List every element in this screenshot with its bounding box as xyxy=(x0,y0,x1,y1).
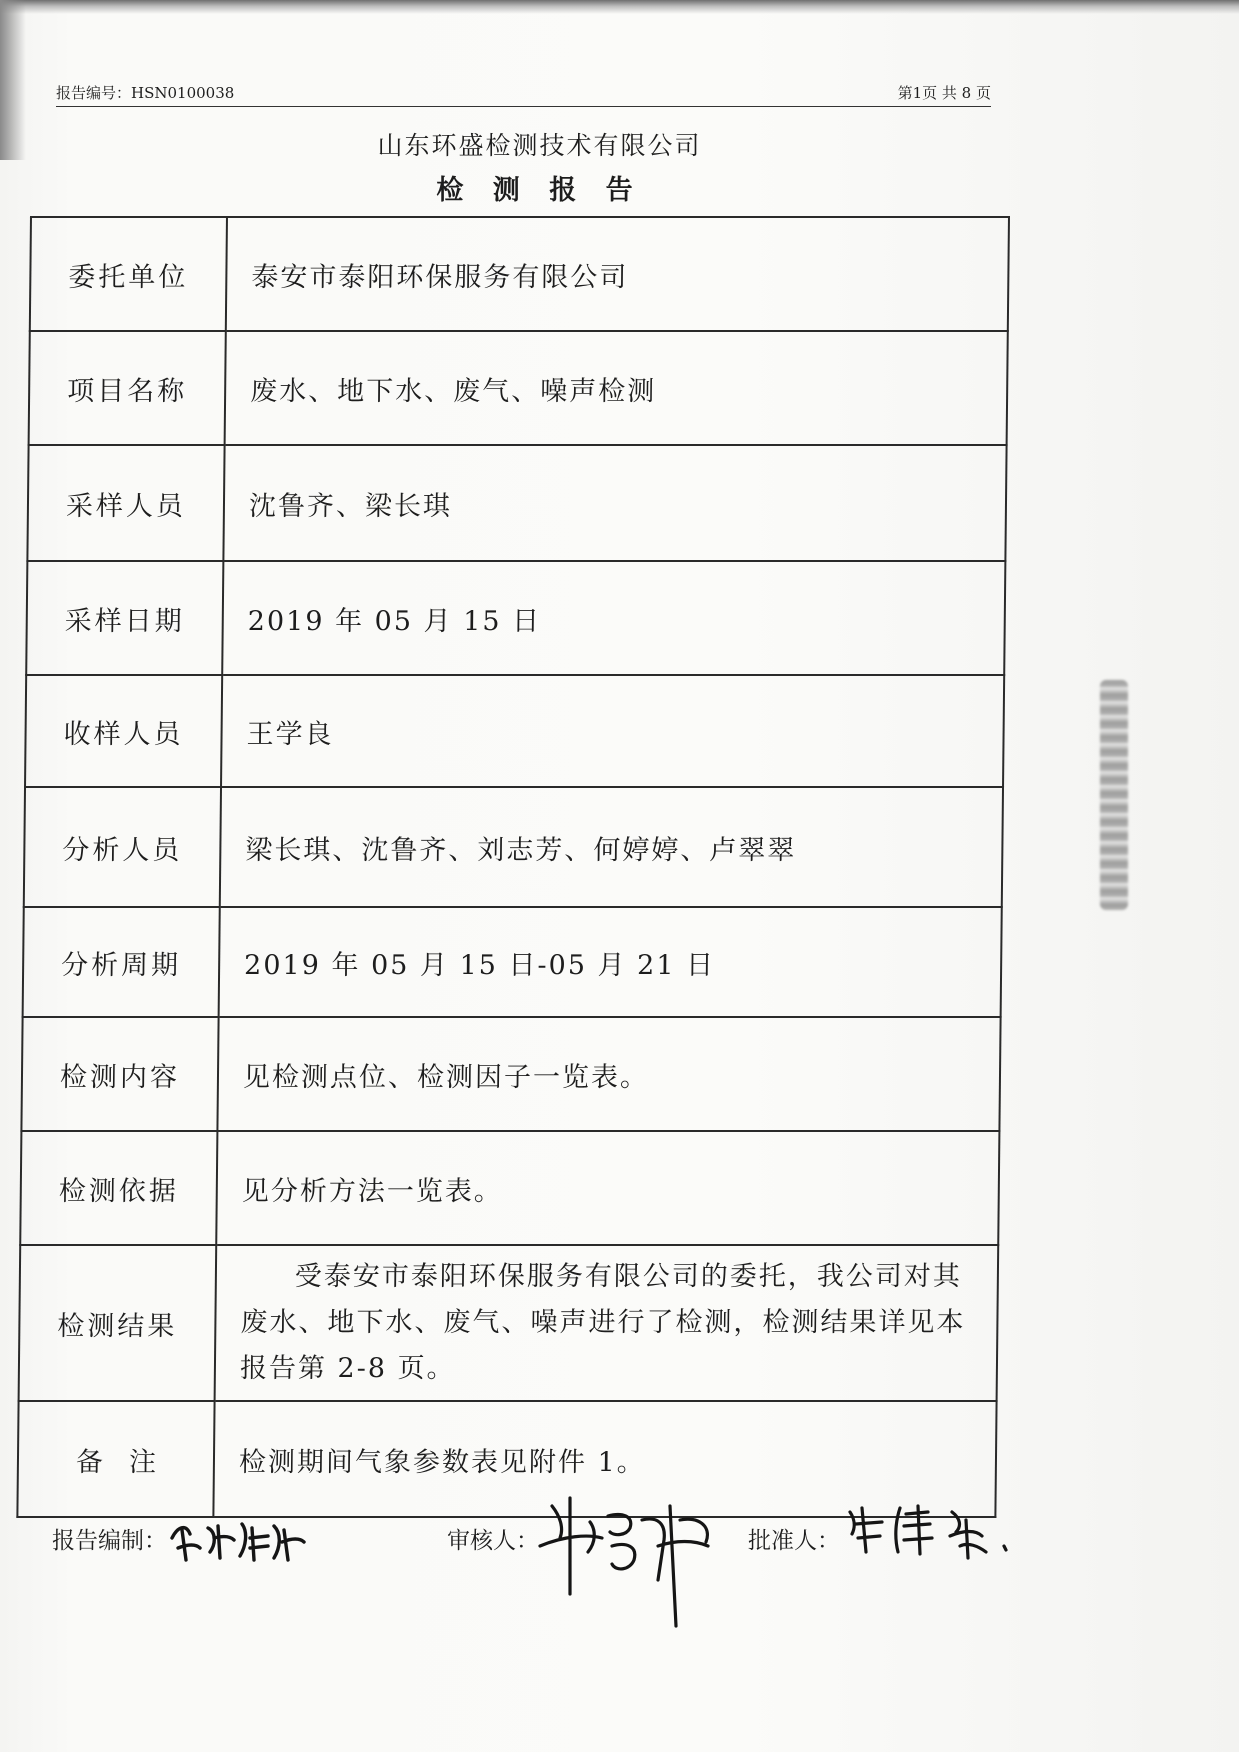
approver-signature xyxy=(842,1496,1022,1566)
signature-section xyxy=(52,1500,1052,1620)
row-value: 受泰安市泰阳环保服务有限公司的委托，我公司对其废水、地下水、废气、噪声进行了检测，检测结果详见本报告第 2-8 页。 xyxy=(215,1245,999,1401)
table-row xyxy=(20,1131,999,1245)
table-row xyxy=(29,331,1008,445)
compiler-label: 报告编制： xyxy=(52,1528,167,1554)
row-label: 检测结果 xyxy=(19,1245,217,1401)
approver-label: 批准人： xyxy=(748,1528,840,1554)
seal-bleed-through xyxy=(1100,680,1128,910)
row-value: 2019 年 05 月 15 日 xyxy=(222,561,1005,675)
report-number: 报告编号：HSN0100038 xyxy=(56,84,235,102)
row-label: 检测依据 xyxy=(20,1131,217,1245)
table-row xyxy=(30,217,1009,331)
reviewer-label: 审核人： xyxy=(447,1528,539,1554)
row-label: 采样日期 xyxy=(26,561,223,675)
table-row xyxy=(23,907,1002,1017)
row-label: 分析人员 xyxy=(24,787,221,907)
table-row xyxy=(26,561,1005,675)
row-label: 备注 xyxy=(17,1401,214,1517)
row-value: 泰安市泰阳环保服务有限公司 xyxy=(226,217,1009,331)
row-label: 项目名称 xyxy=(29,331,226,445)
row-label: 委托单位 xyxy=(30,217,227,331)
table-row xyxy=(27,445,1006,561)
row-value: 梁长琪、沈鲁齐、刘志芳、何婷婷、卢翠翠 xyxy=(220,787,1003,907)
table-row xyxy=(25,675,1004,787)
scan-shadow-top xyxy=(0,0,1239,14)
row-value: 2019 年 05 月 15 日-05 月 21 日 xyxy=(219,907,1002,1017)
page-number: 第1页 共 8 页 xyxy=(897,84,991,102)
row-value: 见分析方法一览表。 xyxy=(216,1131,999,1245)
table-row xyxy=(24,787,1003,907)
row-label: 收样人员 xyxy=(25,675,222,787)
row-label: 采样人员 xyxy=(27,445,224,561)
compiler-signature xyxy=(164,1508,314,1568)
row-label: 检测内容 xyxy=(21,1017,218,1131)
document-title: 检 测 报 告 xyxy=(436,175,643,206)
table-row xyxy=(19,1245,999,1401)
row-label: 分析周期 xyxy=(23,907,220,1017)
row-value: 王学良 xyxy=(221,675,1004,787)
report-info-table xyxy=(16,216,1010,1518)
table-row xyxy=(21,1017,1000,1131)
page-header xyxy=(56,80,991,107)
reviewer-signature xyxy=(530,1476,740,1636)
company-name: 山东环盛检测技术有限公司 xyxy=(377,131,702,160)
row-value: 废水、地下水、废气、噪声检测 xyxy=(225,331,1008,445)
row-value: 检测期间气象参数表见附件 1。 xyxy=(213,1401,996,1517)
row-value: 沈鲁齐、梁长琪 xyxy=(223,445,1006,561)
row-value: 见检测点位、检测因子一览表。 xyxy=(217,1017,1000,1131)
